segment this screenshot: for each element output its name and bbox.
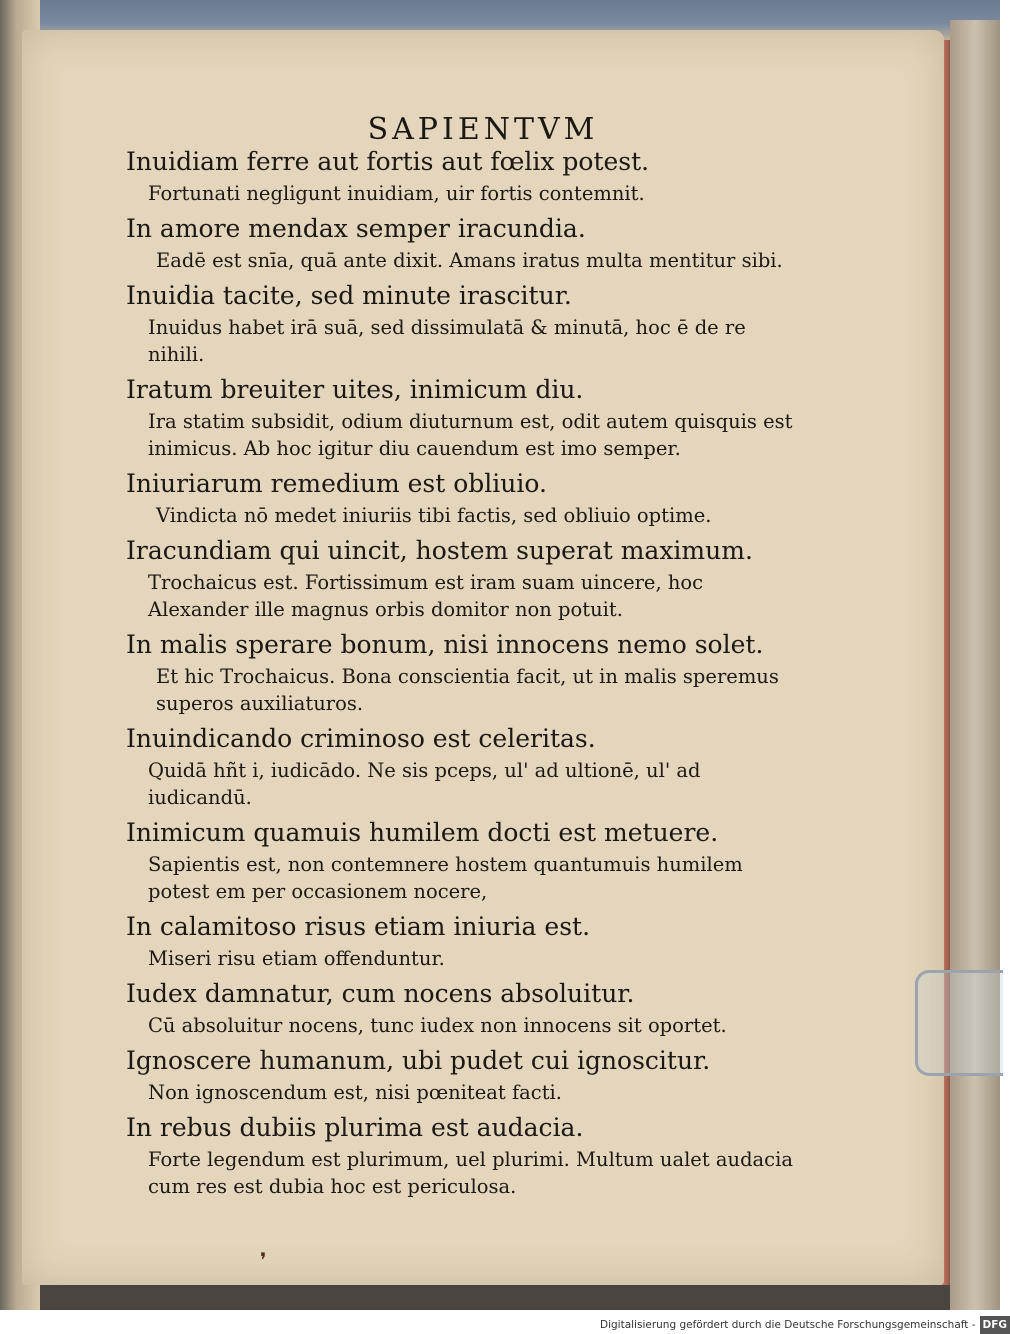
book-page [22, 30, 944, 1285]
book-cover-edge [950, 20, 1000, 1310]
credit-text: Digitalisierung gefördert durch die Deutsche Forschungsgemeinschaft - [600, 1319, 976, 1331]
sentence: Inuindicando criminoso est celeritas. [126, 724, 596, 753]
commentary: Trochaicus est. Fortissimum est iram suam uincere, hoc Alexander ille magnus orbis domitor non potuit. [148, 571, 704, 621]
entry [126, 1043, 806, 1106]
sentence: Inimicum quamuis humilem docti est metuere. [126, 818, 719, 847]
commentary: Inuidus habet irā suā, sed dissimulatā & minutā, hoc ē de re nihili. [148, 316, 746, 366]
dfg-logo: DFG [980, 1316, 1010, 1334]
entry [126, 721, 806, 811]
entry [126, 533, 806, 623]
commentary: Miseri risu etiam offenduntur. [148, 947, 445, 970]
sentence: Iudex damnatur, cum nocens absoluitur. [126, 979, 635, 1008]
running-header: SAPIENTVM [367, 112, 599, 147]
commentary: Vindicta nō medet iniuriis tibi factis, sed obliuio optime. [156, 504, 712, 527]
sentence: In rebus dubiis plurima est audacia. [126, 1113, 584, 1142]
sentence-list [126, 142, 806, 1204]
ink-mark: ❜ [260, 1248, 267, 1272]
entry [126, 144, 806, 207]
entry [126, 627, 806, 717]
entry [126, 278, 806, 368]
sentence: Inuidia tacite, sed minute irascitur. [126, 281, 572, 310]
sentence: Iratum breuiter uites, inimicum diu. [126, 375, 584, 404]
entry [126, 976, 806, 1039]
sentence: In calamitoso risus etiam iniuria est. [126, 912, 591, 941]
sentence: Iniuriarum remedium est obliuio. [126, 469, 547, 498]
commentary: Non ignoscendum est, nisi pœniteat facti. [148, 1081, 562, 1104]
commentary: Sapientis est, non contemnere hostem quantumuis humilem potest em per occasionem nocere, [148, 853, 743, 903]
sentence: Inuidiam ferre aut fortis aut fœlix potest. [126, 147, 650, 176]
entry [126, 211, 806, 274]
commentary: Eadē est snīa, quā ante dixit. Amans iratus multa mentitur sibi. [156, 249, 783, 272]
commentary: Et hic Trochaicus. Bona conscientia facit, ut in malis speremus superos auxiliaturos. [156, 665, 779, 715]
entry [126, 1110, 806, 1200]
sentence: In amore mendax semper iracundia. [126, 214, 586, 243]
entry [126, 909, 806, 972]
sentence: Iracundiam qui uincit, hostem superat maximum. [126, 536, 753, 565]
commentary: Fortunati negligunt inuidiam, uir fortis contemnit. [148, 182, 645, 205]
entry [126, 466, 806, 529]
page-clip [915, 970, 1003, 1076]
entry [126, 372, 806, 462]
entry [126, 815, 806, 905]
commentary: Cū absoluitur nocens, tunc iudex non innocens sit oportet. [148, 1014, 727, 1037]
sentence: In malis sperare bonum, nisi innocens nemo solet. [126, 630, 764, 659]
commentary: Ira statim subsidit, odium diuturnum est, odit autem quisquis est inimicus. Ab hoc igitur diu cauendum est imo semper. [148, 410, 793, 460]
sentence: Ignoscere humanum, ubi pudet cui ignoscitur. [126, 1046, 711, 1075]
commentary: Forte legendum est plurimum, uel plurimi. Multum ualet audacia cum res est dubia hoc est periculosa. [148, 1148, 793, 1198]
digitization-credit [600, 1316, 1008, 1334]
commentary: Quidā hñt i, iudicādo. Ne sis pceps, ul' ad ultionē, ul' ad iudicandū. [148, 759, 701, 809]
